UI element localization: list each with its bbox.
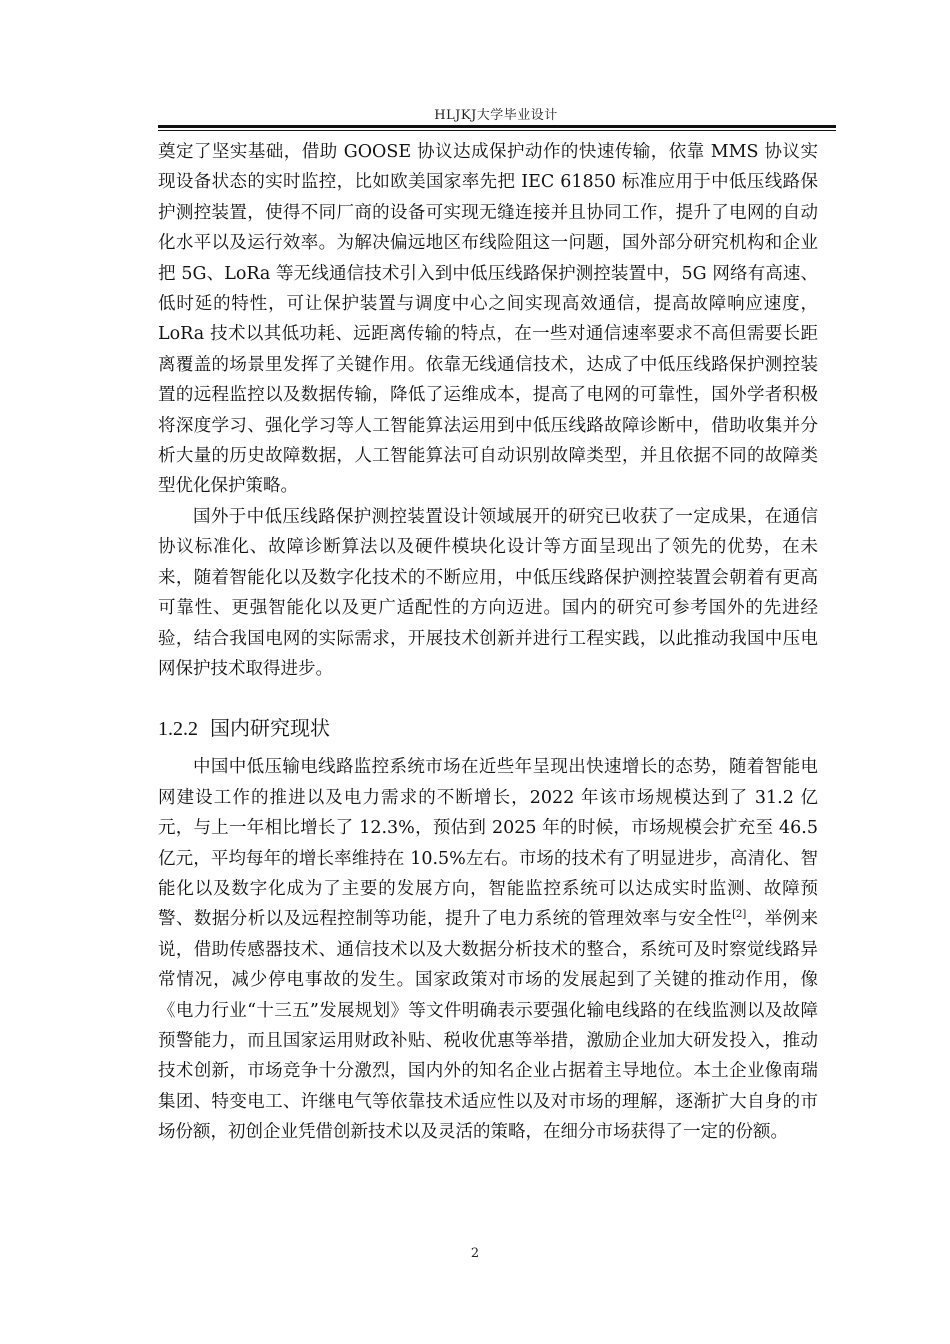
citation-reference: [2] xyxy=(732,909,747,921)
paragraph-text-part2: ，举例来说，借助传感器技术、通信技术以及大数据分析技术的整合，系统可及时察觉线路异常情况，减少停电事故的发生。国家政策对市场的发展起到了关键的推动作用，像《电力行业“十三五”发展规划》等文件明确表示要强化输电线路的在线监测以及故障预警能力，而且国家运用财政补贴、税收优惠等举措，激励企业加大研发投入，推动技术创新，市场竞争十分激烈，国内外的知名企业占据着主导地位。本土企业像南瑞集团、特变电工、许继电气等依靠技术适应性以及对市场的理解，逐渐扩大自身的市场份额，初创企业凭借创新技术以及灵活的策略，在细分市场获得了一定的份额。 xyxy=(158,909,819,1143)
section-number: 1.2.2 xyxy=(158,718,198,741)
page-number: 2 xyxy=(470,1246,480,1261)
header-rule-thin xyxy=(158,130,836,131)
document-body xyxy=(158,137,818,1148)
paragraph-text-part1: 中国中低压输电线路监控系统市场在近些年呈现出快速增长的态势，随着智能电网建设工作的推进以及电力需求的不断增长，2022 年该市场规模达到了 31.2 亿元，与上一年相比增长了 12.3%，预估到 2025 年的时候，市场规模会扩充至 46.5 亿元，平均每年的增长率维持在 10.5%左右。市场的技术有了明显进步，高清化、智能化以及数字化成为了主要的发展方向，智能监控系统可以达成实时监测、故障预警、数据分析以及远程控制等功能，提升了电力系统的管理效率与安全性 xyxy=(158,757,818,930)
paragraph-foreign-summary: 国外于中低压线路保护测控装置设计领域展开的研究已收获了一定成果，在通信协议标准化、故障诊断算法以及硬件模块化设计等方面呈现出了领先的优势，在未来，随着智能化以及数字化技术的不断应用，中低压线路保护测控装置会朝着有更高可靠性、更强智能化以及更广适配性的方向迈进。国内的研究可参考国外的先进经验，结合我国电网的实际需求，开展技术创新并进行工程实践，以此推动我国中压电网保护技术取得进步。 xyxy=(158,506,818,679)
paragraph-domestic-market xyxy=(158,752,818,1147)
page-header-title: HLJKJ大学毕业设计 xyxy=(434,108,558,123)
paragraph-continuation: 奠定了坚实基础，借助 GOOSE 协议达成保护动作的快速传输，依靠 MMS 协议实现设备状态的实时监控，比如欧美国家率先把 IEC 61850 标准应用于中低压线路保护测控装置，使得不同厂商的设备可实现无缝连接并且协同工作，提升了电网的自动化水平以及运行效率。为解决偏远地区布线险阻这一问题，国外部分研究机构和企业把 5G、LoRa 等无线通信技术引入到中低压线路保护测控装置中，5G 网络有高速、低时延的特性，可让保护装置与调度中心之间实现高效通信，提高故障响应速度，LoRa 技术以其低功耗、远距离传输的特点，在一些对通信速率要求不高但需要长距离覆盖的场景里发挥了关键作用。依靠无线通信技术，达成了中低压线路保护测控装置的远程监控以及数据传输，降低了运维成本，提高了电网的可靠性，国外学者积极将深度学习、强化学习等人工智能算法运用到中低压线路故障诊断中，借助收集并分析大量的历史故障数据，人工智能算法可自动识别故障类型，并且依据不同的故障类型优化保护策略。 xyxy=(158,142,818,497)
section-heading xyxy=(158,713,818,744)
header-rule-thick xyxy=(158,125,836,128)
section-title: 国内研究现状 xyxy=(210,716,330,741)
